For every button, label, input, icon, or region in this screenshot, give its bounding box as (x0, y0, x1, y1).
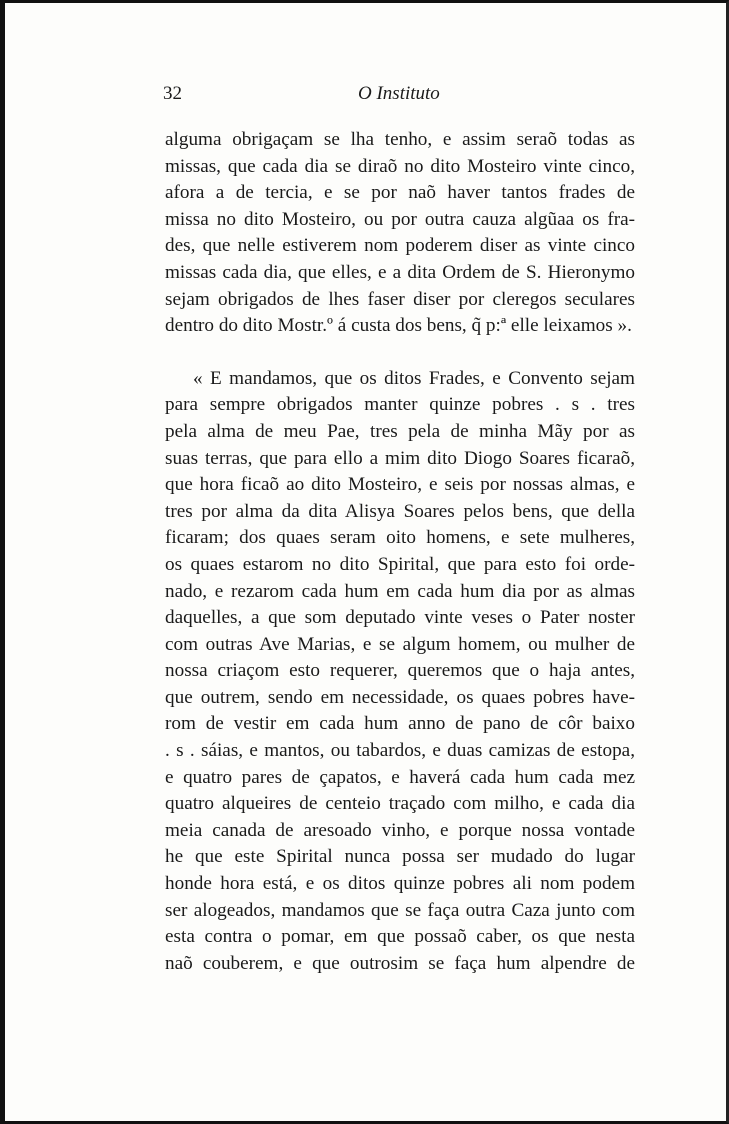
text-line: ser alogeados, mandamos que se faça outra Caza junto com (165, 899, 635, 921)
text-line: que hora ficaõ ao dito Mosteiro, e seis por nossas almas, e (165, 474, 635, 496)
paragraph-2 (165, 366, 635, 978)
text-line: des, que nelle estiverem nom poderem diser as vinte cinco (165, 235, 635, 257)
text-line: dentro do dito Mostr.º á custa dos bens, q̃ p:ª elle leixamos ». (165, 315, 632, 337)
text-line: os quaes estarom no dito Spirital, que para esto foi orde- (165, 553, 635, 575)
text-line: naõ couberem, e que outrosim se faça hum alpendre de (165, 952, 635, 974)
text-line: alguma obrigaçam se lha tenho, e assim seraõ todas as (165, 129, 635, 150)
text-line: honde hora está, e os ditos quinze pobres ali nom podem (165, 873, 635, 895)
text-line: quatro alqueires de centeio traçado com milho, e cada dia (165, 793, 635, 815)
text-line: para sempre obrigados manter quinze pobres . s . tres (165, 394, 635, 416)
text-line: que outrem, sendo em necessidade, os quaes pobres have- (165, 686, 635, 708)
text-line: pela alma de meu Pae, tres pela de minha Mãy por as (165, 420, 635, 442)
text-line: he que este Spirital nunca possa ser mudado do lugar (165, 846, 635, 868)
running-head (163, 83, 635, 113)
text-line: com outras Ave Marias, e se algum homem, ou mulher de (165, 633, 635, 655)
text-line: e quatro pares de çapatos, e haverá cada hum cada mez (165, 766, 635, 788)
text-line: nossa criaçom esto requerer, queremos que o haja antes, (165, 660, 635, 682)
text-line: ficaram; dos quaes seram oito homens, e sete mulheres, (165, 527, 635, 549)
running-title: O Instituto (358, 83, 440, 104)
text-line: sejam obrigados de lhes faser diser por cleregos seculares (165, 288, 635, 310)
text-line: tres por alma da dita Alisya Soares pelos bens, que della (165, 500, 635, 522)
paragraph-1 (165, 127, 635, 340)
text-line: missa no dito Mosteiro, ou por outra cauza algũaa os fra- (165, 208, 635, 230)
text-line: missas cada dia, que elles, e a dita Ordem de S. Hieronymo (165, 261, 635, 283)
text-line: rom de vestir em cada hum anno de pano de côr baixo (165, 713, 635, 735)
text-line: . s . sáias, e mantos, ou tabardos, e duas camizas de estopa, (165, 740, 635, 762)
text-line: daquelles, a que som deputado vinte veses o Pater noster (165, 607, 635, 629)
body-text (165, 127, 635, 977)
text-line: meia canada de aresoado vinho, e porque nossa vontade (165, 819, 635, 841)
text-line: suas terras, que para ello a mim dito Diogo Soares ficaraõ, (165, 447, 635, 469)
text-line: nado, e rezarom cada hum em cada hum dia por as almas (165, 580, 635, 602)
text-line: afora a de tercia, e se por naõ haver tantos frades de (165, 182, 635, 204)
text-line: « E mandamos, que os ditos Frades, e Convento sejam (193, 367, 635, 389)
text-line: missas, que cada dia se diraõ no dito Mosteiro vinte cinco, (165, 155, 635, 177)
page-number: 32 (163, 83, 182, 104)
text-line: esta contra o pomar, em que possaõ caber, os que nesta (165, 926, 635, 948)
